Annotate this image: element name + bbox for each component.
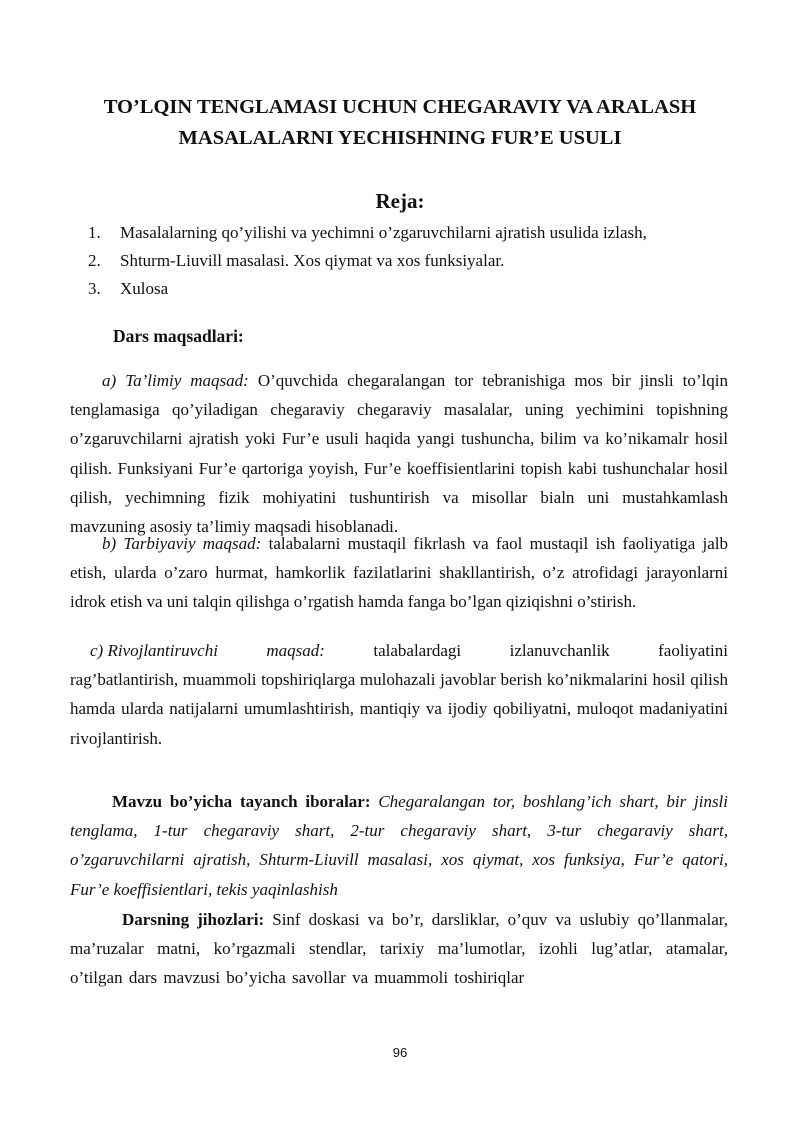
goal-upbringing-text: talabalarni mustaqil fikrlash va faol mustaqil ish faoliyatiga jalb etish, ularda o’zaro hurmat, hamkorlik fazilatlarini shakllantirish, o’z atrofidagi jarayonlarni idrok etish va uni talqin qilishga o’rgatish hamda fanga bo’lgan qiziqishni o’stirish. <box>70 534 728 612</box>
goal-developmental-word: faoliyatini <box>658 641 728 660</box>
goal-upbringing-label: b) Tarbiyaviy maqsad: <box>102 534 262 553</box>
key-terms-text: Chegaralangan tor, boshlang’ich shart, bir jinsli tenglama, 1-tur chegaraviy shart, 2-tur chegaraviy shart, 3-tur chegaraviy shart, o’zgaruvchilarni ajratish, Shturm-Liuvill masalasi, xos qiymat, xos funksiya, Fur’e qatori, Fur’e koeffisientlari, tekis yaqinlashish <box>70 792 729 899</box>
document-title <box>60 92 740 154</box>
goal-educational-label: a) Ta’limiy maqsad: <box>102 371 249 390</box>
list-item-number: 2. <box>88 251 101 270</box>
list-item <box>88 219 647 247</box>
goal-developmental-label-word: maqsad: <box>266 641 325 660</box>
list-item-text: Masalalarning qo’yilishi va yechimni o’zgaruvchilarni ajratish usulida izlash, <box>120 223 647 242</box>
title-line-2: MASALALARNI YECHISHNING FUR’E USULI <box>178 127 622 149</box>
list-item-number: 1. <box>88 223 101 242</box>
list-item-text: Xulosa <box>120 279 169 298</box>
list-item <box>88 275 647 303</box>
key-terms-paragraph <box>70 787 728 904</box>
title-line-1: TO’LQIN TENGLAMASI UCHUN CHEGARAVIY VA ARALASH <box>103 96 697 118</box>
goals-heading: Dars maqsadlari: <box>113 326 244 346</box>
list-item-number: 3. <box>88 279 101 298</box>
equipment-text: Sinf doskasi va bo’r, darsliklar, o’quv va uslubiy qo’llanmalar, ma’ruzalar matni, ko’rgazmali stendlar, tarixiy ma’lumotlar, izohli lug’atlar, atamalar, o’tilgan dars mavzusi bo’yicha savollar va muammoli toshiriqlar <box>70 910 729 988</box>
goal-developmental-paragraph <box>70 636 728 753</box>
goal-upbringing-paragraph <box>70 529 728 617</box>
list-item-text: Shturm-Liuvill masalasi. Xos qiymat va xos funksiyalar. <box>120 251 505 270</box>
key-terms-label: Mavzu bo’yicha tayanch iboralar: <box>112 792 371 811</box>
equipment-label: Darsning jihozlari: <box>122 910 265 929</box>
goal-educational-text: O’quvchida chegaralangan tor tebranishiga mos bir jinsli to’lqin tenglamasiga qo’yiladigan chegaraviy chegaraviy masalalar, uning yechimini topishning o’zgaruvchilarni ajratish yoki Fur’e usuli haqida yangi tushuncha, bilim va ko’nikamalr hosil qilish. Funksiyani Fur’e qartoriga yoyish, Fur’e koeffisientlarini topish kabi tushunchalar hosil qilish, yechimning fizik mohiyatini tushuntirish va misollar bialn uni mustahkamlash mavzuning asosiy ta’limiy maqsadi hisoblanadi. <box>70 371 729 537</box>
goal-developmental-text: rag’batlantirish, muammoli topshiriqlarga mulohazali javoblar berish ko’nikmalarini hosil qilish hamda ularda natijalarni umumlashtirish, mantiqiy va ijodiy qobiliyatni, muloqot madaniyatini rivojlantirish. <box>70 670 728 748</box>
goal-educational-paragraph <box>70 366 728 541</box>
goal-developmental-word: izlanuvchanlik <box>509 641 610 660</box>
plan-heading: Reja: <box>375 189 425 213</box>
goal-developmental-label: c) Rivojlantiruvchi <box>90 641 218 660</box>
goal-developmental-first-line <box>70 636 728 665</box>
goal-developmental-word: talabalardagi <box>373 641 462 660</box>
page-number: 96 <box>392 1045 408 1060</box>
plan-list <box>88 219 647 303</box>
equipment-paragraph <box>70 905 728 993</box>
list-item <box>88 247 647 275</box>
